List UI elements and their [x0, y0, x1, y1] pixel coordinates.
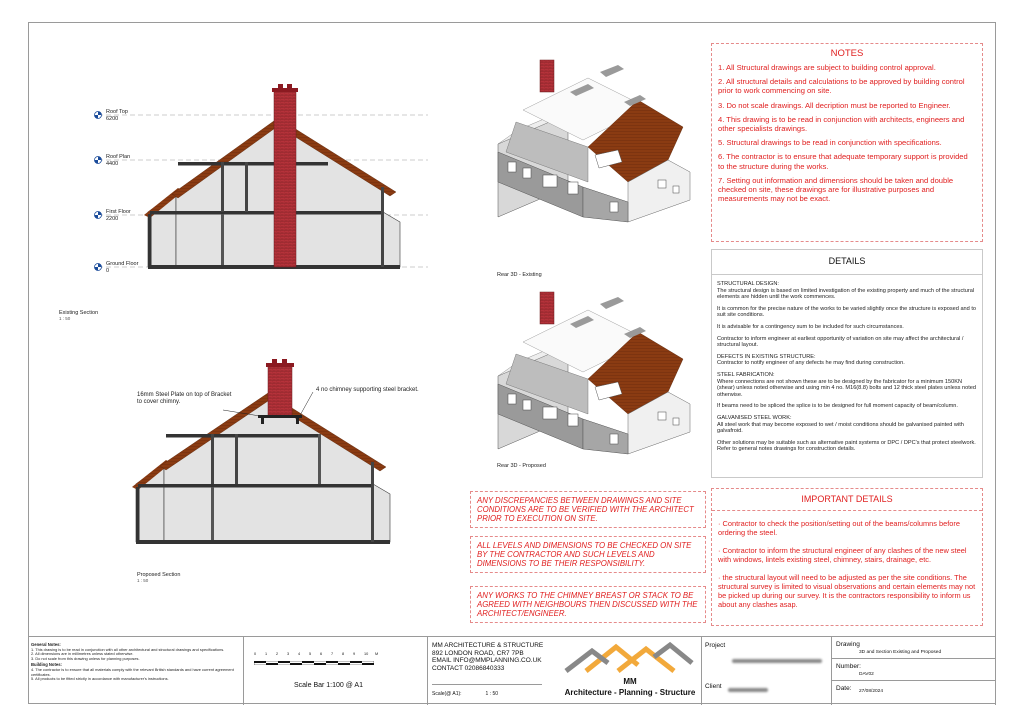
- caption-existing-section: Existing Section 1 : 50: [59, 310, 99, 321]
- details-paragraph: If beams need to be spliced the splice is to be designed for full moment capacity of beam/column.: [717, 403, 958, 410]
- important-item: · the structural layout will need to be adjusted as per the site conditions. The structural survey is limited to visual observations and certain elements may not be picked up during our survey. It is the contractors responsibility to inform us about any clashes asap.: [718, 573, 976, 609]
- note-item: 5. Structural drawings to be read in conjunction with specifications.: [718, 138, 942, 148]
- scale-tick-label: 6: [320, 652, 323, 656]
- notes-panel: [711, 43, 983, 242]
- details-paragraph: Contractor to inform engineer at earliest opportunity of variation on site may affect the architectural / structural layout.: [717, 335, 964, 349]
- client-label: Client: [705, 683, 722, 690]
- scale-tick-label: 4: [298, 652, 301, 656]
- important-details-panel: [711, 488, 983, 626]
- scale-bar-label: Scale Bar 1:100 @ A1: [294, 682, 363, 689]
- scale-tick-label: 0: [254, 652, 257, 656]
- important-item: · Contractor to inform the structural engineer of any clashes of the new steel with windows, lintels existing steel, chimney, stairs, drainage, etc.: [718, 546, 967, 564]
- scale-tick-label: 2: [276, 652, 279, 656]
- details-paragraph: STRUCTURAL DESIGN: The structural design is based on limited investigation of the existing property and much of the structural elements are hidden until the work commences.: [717, 281, 975, 301]
- details-paragraph: STEEL FABRICATION: Where connections are not shown these are to be designed by the fabricator for a minimum 150KN (shear) unless noted otherwise and using min 4 no. M16(8.8) bolts and 12 thick steel plates unless noted otherwise.: [717, 371, 977, 398]
- scale-tick-label: M: [375, 652, 379, 656]
- note-item: 7. Setting out information and dimensions should be taken and double checked on site, these drawings are for illustrative purposes and measurements may not be exact.: [718, 175, 954, 204]
- title-block: [28, 636, 996, 704]
- existing-section-drawing: [144, 84, 400, 269]
- general-notes: General Notes: 1. This drawing is to be read in conjunction with all other architectural and structural drawings and specifications. 2. All dimensions are in millimetres unless stated otherwise. 3. Do not scale from this drawing unless for planning purposes. Building Notes: 4. The contractor is to ensure that all materials comply with the relevant British standards and have current agreement certificates. 5. All products to be fitted strictly in accordance with manufacturer's instructions.: [28, 637, 244, 705]
- details-paragraph: DEFECTS IN EXISTING STRUCTURE: Contractor to notify engineer of any defects he may find during construction.: [717, 353, 905, 367]
- details-paragraph: It is common for the precise nature of the works to be varied slightly once the structure is exposed and to suit site conditions.: [717, 305, 976, 319]
- note-item: 4. This drawing is to be read in conjunction with architects, engineers and other specialists drawings.: [718, 114, 965, 134]
- details-paragraph: GALVANISED STEEL WORK: All steel work that may become exposed to wet / moist conditions should be galvanised painted with galvafroid.: [717, 414, 964, 435]
- drawing-title: 3D and Section Existing and Proposed: [859, 650, 942, 655]
- details-panel: [711, 249, 983, 478]
- scale-field: Scale(@ A1): 1 : 50: [432, 684, 542, 704]
- scale-tick-label: 3: [287, 652, 290, 656]
- scale-ticks: [254, 652, 384, 660]
- note-item: 1. All Structural drawings are subject to building control approval.: [718, 63, 936, 72]
- firm-cell: [428, 637, 702, 705]
- firm-details: MM ARCHITECTURE & STRUCTURE 892 LONDON ROAD, CR7 7PB EMAIL INFO@MMPLANNING.CO.UK CONTACT 02086840333: [432, 642, 544, 672]
- notes-title: NOTES: [830, 48, 864, 59]
- details-title: DETAILS: [712, 250, 982, 275]
- warning-discrepancies: ANY DISCREPANCIES BETWEEN DRAWINGS AND SITE CONDITIONS ARE TO BE VERIFIED WITH THE ARCHITECT PRIOR TO EXECUTION ON SITE.: [470, 491, 706, 528]
- level-label-roof-plan: Roof Plan 4400: [106, 154, 131, 167]
- redacted-project: [732, 659, 822, 663]
- scale-tick-label: 9: [353, 652, 356, 656]
- scale-bar: [254, 661, 374, 665]
- level-label-first-floor: First Floor 2200: [106, 209, 131, 222]
- level-label-roof-top: Roof Top 6200: [106, 109, 128, 122]
- drawing-number: DAV02: [859, 672, 874, 677]
- drawing-date: 27/08/2024: [859, 689, 884, 694]
- redacted-client: [728, 688, 768, 692]
- scale-tick-label: 1: [265, 652, 268, 656]
- drawing-info-cell: Drawing 3D and Section Existing and Proposed Number: DAV02 Date: 27/08/2024: [832, 637, 996, 705]
- important-title: IMPORTANT DETAILS: [712, 489, 982, 511]
- note-item: 2. All structural details and calculations to be approved by building control prior to work commencing on site.: [718, 77, 965, 96]
- company-logo: MM Architecture - Planning - Structure: [558, 637, 702, 705]
- scale-bar-cell: [244, 637, 428, 705]
- note-item: 3. Do not scale drawings. All decription must be reported to Engineer.: [718, 100, 951, 110]
- rear-3d-existing-drawing: [498, 60, 690, 222]
- details-paragraph: Other solutions may be suitable such as alternative paint systems or DPC / DPC's that protect steelwork. Refer to general notes drawings for construction details.: [717, 439, 976, 453]
- scale-tick-label: 10: [364, 652, 369, 656]
- warning-chimney: ANY WORKS TO THE CHIMNEY BREAST OR STACK TO BE AGREED WITH NEIGHBOURS THEN DISCUSSED WITH THE ARCHITECT/ENGINEER.: [470, 586, 706, 623]
- caption-rear-3d-proposed: Rear 3D - Proposed: [497, 463, 546, 469]
- annotation-steel-plate: 16mm Steel Plate on top of Bracket to cover chimny.: [137, 392, 232, 405]
- scale-tick-label: 5: [309, 652, 312, 656]
- scale-tick-label: 7: [331, 652, 334, 656]
- project-label: Project: [705, 642, 726, 649]
- important-item: · Contractor to check the position/setting out of the beams/columns before ordering the steel.: [718, 519, 960, 537]
- level-markers: [95, 112, 102, 271]
- annotation-bracket: 4 no chimney supporting steel bracket.: [316, 387, 419, 393]
- level-label-ground-floor: Ground Floor 0: [106, 261, 139, 274]
- scale-tick-label: 8: [342, 652, 345, 656]
- caption-proposed-section: Proposed Section 1 : 50: [137, 572, 181, 583]
- caption-rear-3d-existing: Rear 3D - Existing: [497, 272, 542, 278]
- note-item: 6. The contractor is to ensure that adequate temporary support is provided to the structure during the works.: [718, 152, 968, 171]
- details-paragraph: It is advisable for a contingency sum to be included for such circumstances.: [717, 323, 904, 330]
- roofs-logo-icon: [558, 637, 702, 677]
- warning-levels: ALL LEVELS AND DIMENSIONS TO BE CHECKED ON SITE BY THE CONTRACTOR AND SUCH LEVELS AND DIMENSIONS TO BE THEIR RESPONSIBILITY.: [470, 536, 706, 573]
- rear-3d-proposed-drawing: [498, 292, 690, 454]
- project-cell: [702, 637, 832, 705]
